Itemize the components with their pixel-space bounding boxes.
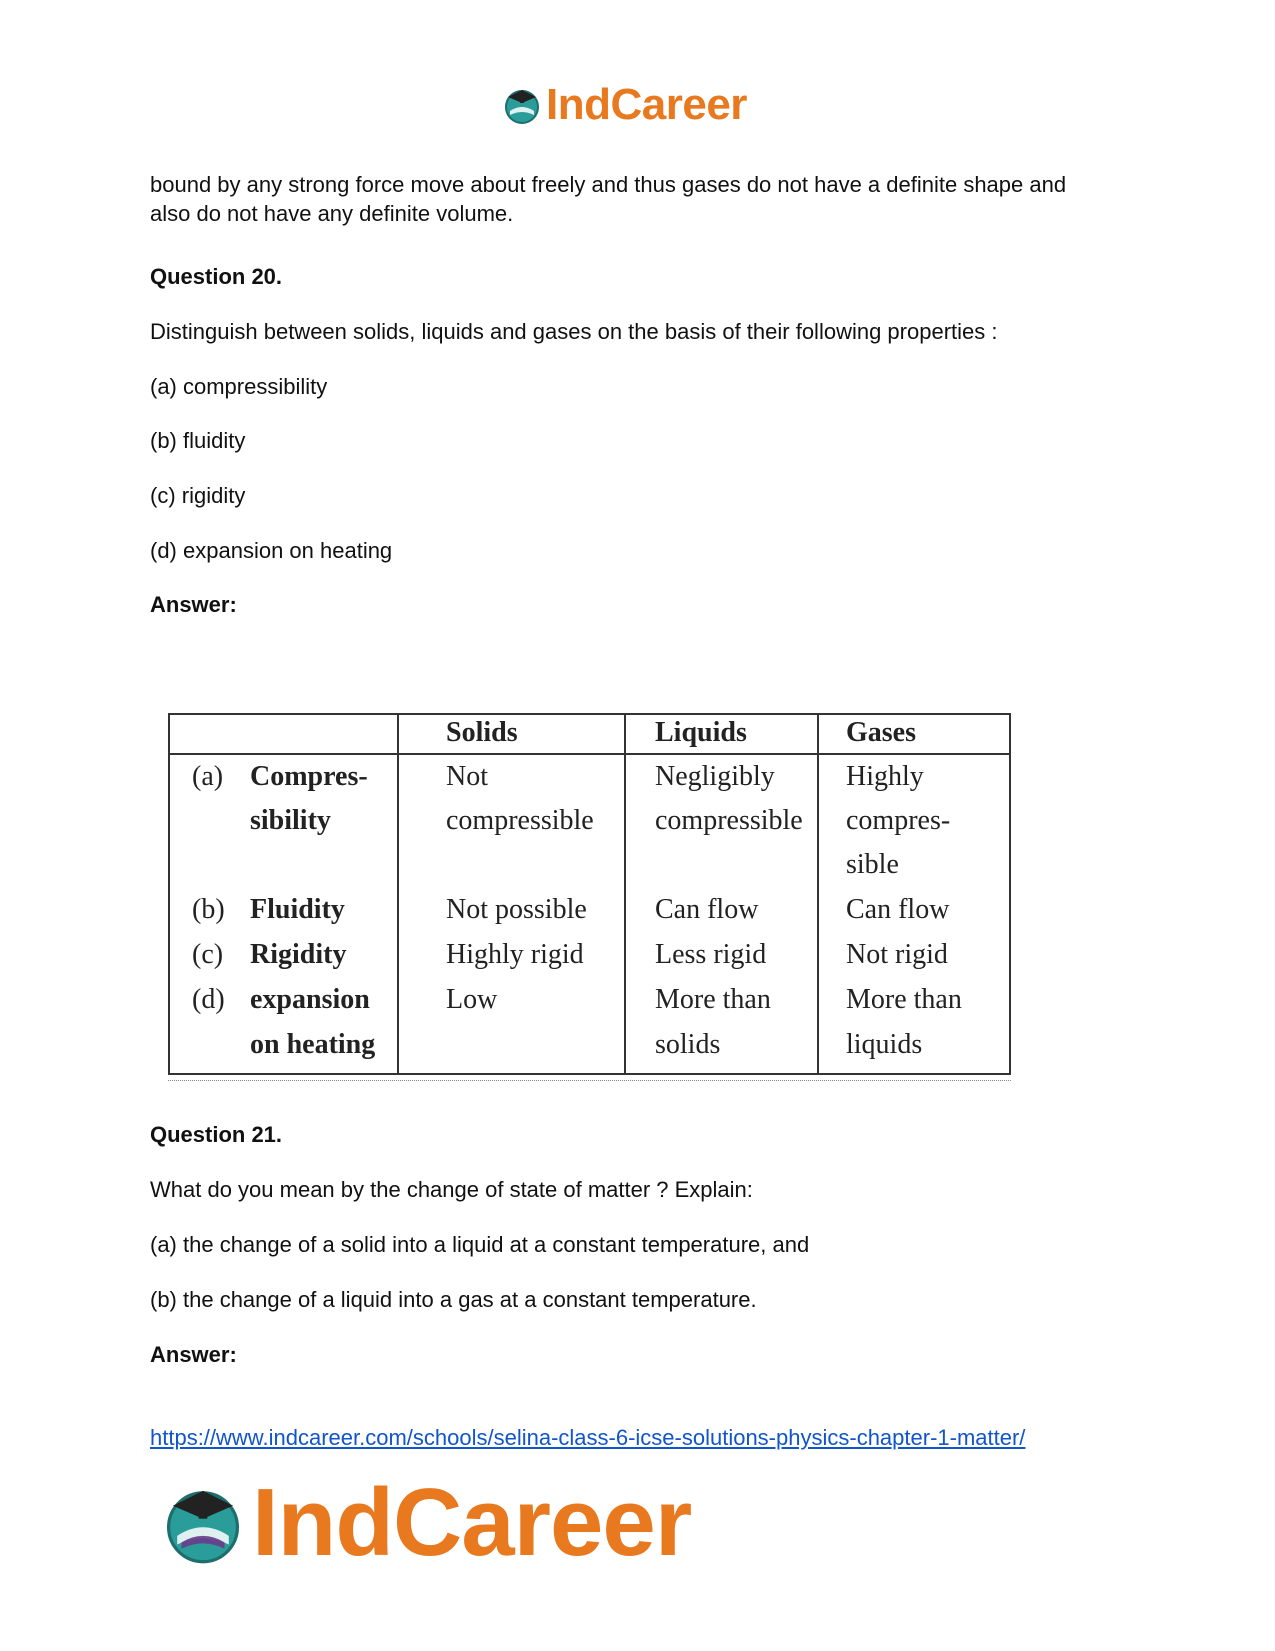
graduation-globe-icon: [502, 85, 542, 125]
question-20-option-b: (b) fluidity: [150, 428, 246, 453]
intro-line-2: also do not have any definite volume.: [150, 201, 514, 226]
table-header-gases: Gases: [846, 717, 916, 748]
table-row-letter: (b): [192, 894, 225, 925]
table-row-property: Fluidity: [250, 894, 345, 925]
table-cell-solids: Not: [446, 761, 488, 792]
table-row-letter: (a): [192, 761, 224, 792]
table-cell-gases: More than: [846, 984, 962, 1015]
question-21-option-a: (a) the change of a solid into a liquid at a constant temperature, and: [150, 1232, 810, 1257]
table-cell-liquids: Negligibly: [655, 761, 775, 792]
table-cell-gases: Not rigid: [846, 939, 948, 970]
question-20-answer-label: Answer:: [150, 592, 237, 617]
table-cell-liquids: More than: [655, 984, 771, 1015]
table-header-liquids: Liquids: [655, 717, 747, 748]
question-20-prompt: Distinguish between solids, liquids and gases on the basis of their following properties :: [150, 319, 998, 344]
table-cell-solids: Low: [446, 984, 498, 1015]
brand-name: IndCareer: [252, 1469, 692, 1576]
comparison-table: [168, 713, 1011, 1075]
table-cell-liquids: solids: [655, 1029, 721, 1060]
question-21-prompt: What do you mean by the change of state of matter ? Explain:: [150, 1177, 753, 1202]
table-cell-solids: Highly rigid: [446, 939, 584, 970]
table-row-property: sibility: [250, 805, 331, 836]
scan-edge: [168, 1080, 1011, 1087]
question-20-option-d: (d) expansion on heating: [150, 538, 393, 563]
table-col-divider: [397, 715, 399, 1073]
table-row-property: Rigidity: [250, 939, 347, 970]
question-20-title: Question 20.: [150, 264, 283, 289]
table-header-solids: Solids: [446, 717, 518, 748]
table-row-property: on heating: [250, 1029, 376, 1060]
table-cell-gases: liquids: [846, 1029, 923, 1060]
table-cell-solids: Not possible: [446, 894, 587, 925]
table-row-property: Compres-: [250, 761, 368, 792]
header-logo: [502, 80, 747, 130]
table-cell-gases: Highly: [846, 761, 924, 792]
footer-logo: [160, 1468, 691, 1578]
source-url-link[interactable]: https://www.indcareer.com/schools/selina-class-6-icse-solutions-physics-chapter-1-matter/: [150, 1425, 1026, 1450]
table-col-divider: [624, 715, 626, 1073]
table-col-divider: [817, 715, 819, 1073]
brand-name: IndCareer: [546, 80, 747, 129]
question-21-option-b: (b) the change of a liquid into a gas at a constant temperature.: [150, 1287, 757, 1312]
table-row-letter: (c): [192, 939, 224, 970]
table-cell-liquids: compressible: [655, 805, 803, 836]
table-cell-liquids: Can flow: [655, 894, 759, 925]
table-cell-gases: Can flow: [846, 894, 950, 925]
question-21-title: Question 21.: [150, 1122, 283, 1147]
intro-line-1: bound by any strong force move about freely and thus gases do not have a definite shape and: [150, 172, 1067, 197]
table-row-letter: (d): [192, 984, 225, 1015]
table-cell-gases: compres-: [846, 805, 951, 836]
question-20-option-a: (a) compressibility: [150, 374, 328, 399]
table-cell-solids: compressible: [446, 805, 594, 836]
table-row-property: expansion: [250, 984, 370, 1015]
table-cell-gases: sible: [846, 849, 899, 880]
table-cell-liquids: Less rigid: [655, 939, 767, 970]
question-20-option-c: (c) rigidity: [150, 483, 246, 508]
graduation-globe-icon: [160, 1480, 246, 1566]
question-21-answer-label: Answer:: [150, 1342, 237, 1367]
